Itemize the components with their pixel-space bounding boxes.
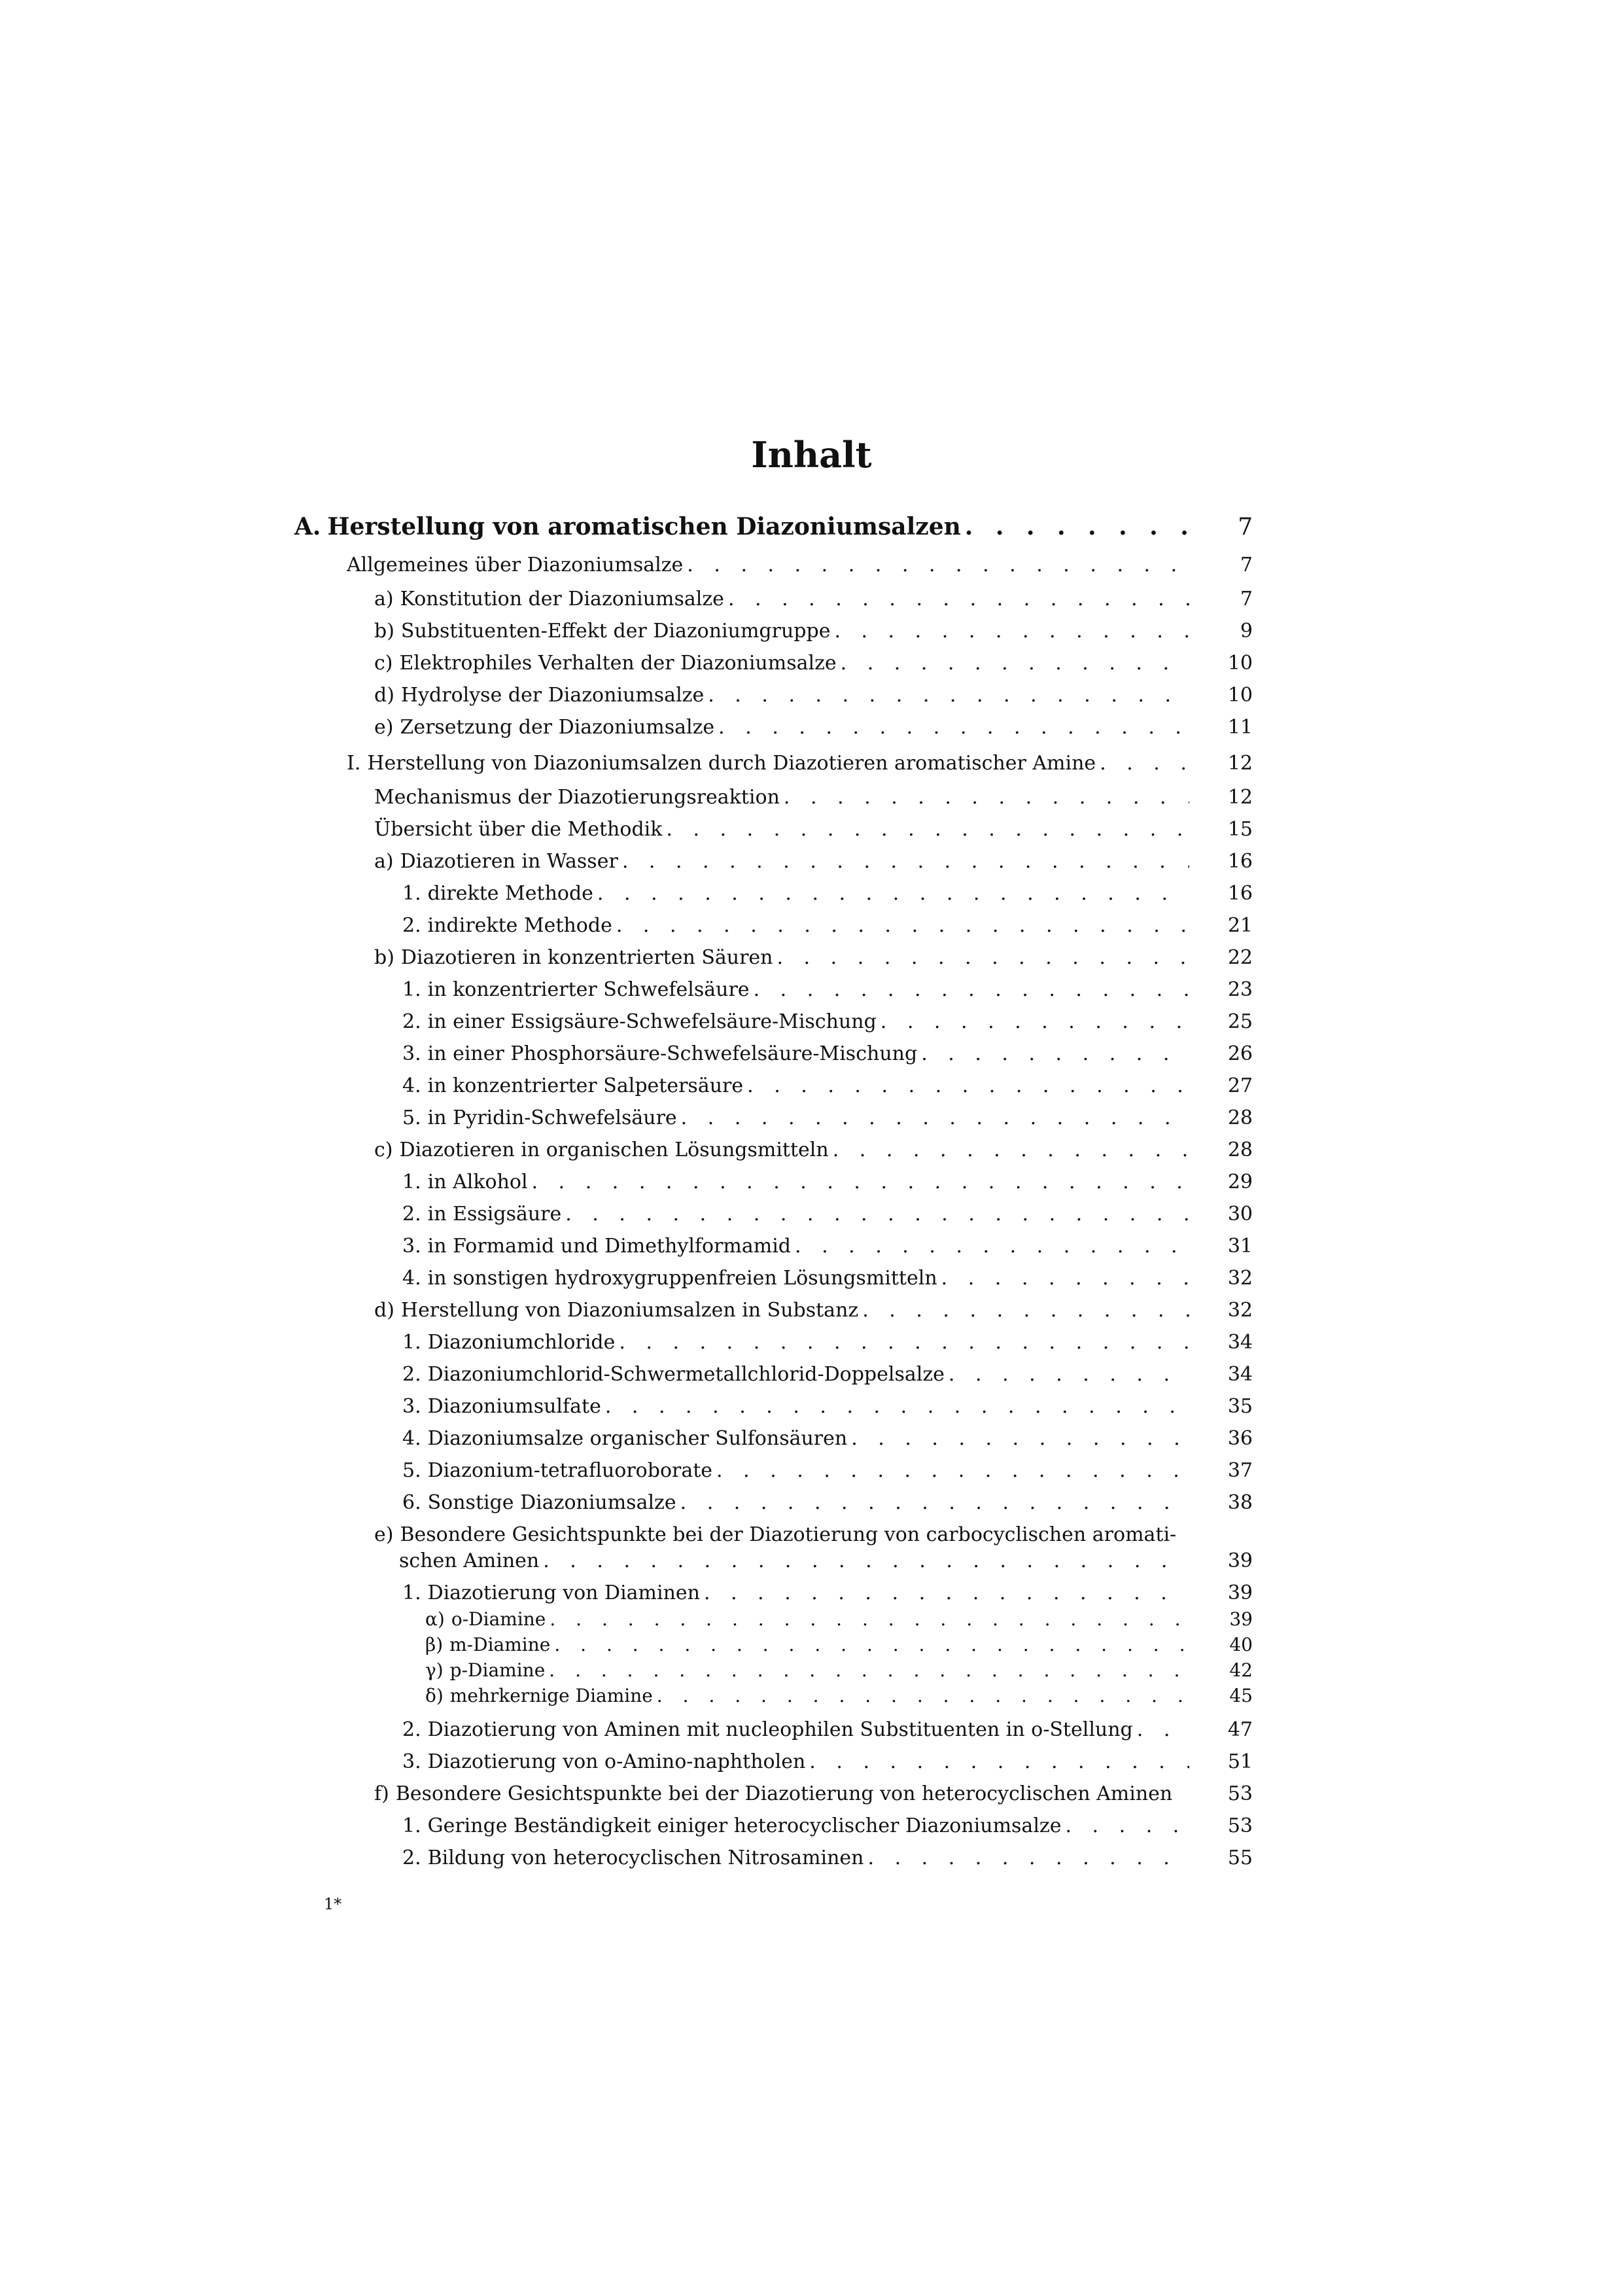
toc-entry-label: 5. <box>402 1106 421 1129</box>
toc-entry-text: Bildung von heterocyclischen Nitrosaminen <box>427 1846 864 1869</box>
toc-entry-label: δ) <box>425 1685 444 1706</box>
toc-entry-text: m-Diamine <box>449 1634 551 1655</box>
toc-entry-text: Diazotieren in organischen Lösungsmitteln <box>399 1139 829 1161</box>
toc-entry-line <box>374 1137 1189 1163</box>
toc-entry-page-number: 22 <box>1227 946 1253 969</box>
toc-entry-page-number: 11 <box>1227 716 1253 739</box>
toc-entry-label: a) <box>374 850 394 873</box>
toc-entry-line <box>402 1490 1189 1515</box>
toc-entry-page-number: 7 <box>1240 554 1253 576</box>
toc-entry-line <box>374 650 1189 676</box>
toc-entry-page-number: 51 <box>1227 1750 1253 1773</box>
toc-entry-page-number: 28 <box>1227 1139 1253 1161</box>
toc-leader-dots <box>619 1330 1189 1355</box>
toc-entry-text: in konzentrierter Salpetersäure <box>427 1074 744 1097</box>
toc-entry-text: Mechanismus der Diazotierungsreaktion <box>374 786 780 809</box>
toc-entry-page-number: 12 <box>1227 786 1253 809</box>
toc-entry-text: in Essigsäure <box>427 1203 562 1226</box>
toc-entry-line <box>402 1073 1189 1099</box>
toc-entry-text: Elektrophiles Verhalten der Diazoniumsalze <box>399 652 837 675</box>
toc-entry-text: Herstellung von Diazoniumsalzen durch Diazotieren aromatischer Amine <box>367 752 1096 775</box>
toc-entry-label: 3. <box>402 1042 421 1065</box>
toc-entry-text: Diazonium-tetrafluoroborate <box>427 1459 713 1482</box>
toc-entry-text: Substituenten-Effekt der Diazoniumgruppe <box>400 620 831 643</box>
toc-entry-page-number: 28 <box>1227 1106 1253 1129</box>
toc-entry-label: a) <box>374 588 394 610</box>
toc-entry-page-number: 7 <box>1240 588 1253 610</box>
toc-entry-line <box>402 1845 1189 1871</box>
toc-leader-dots <box>532 1169 1189 1195</box>
toc-entry-label: I. <box>347 752 361 775</box>
toc-leader-dots <box>833 1137 1189 1163</box>
toc-entry-line <box>347 751 1189 776</box>
toc-entry-page-number: 39 <box>1227 1549 1253 1572</box>
toc-entry-page-number: 42 <box>1229 1659 1253 1681</box>
toc-entry-label: 1. <box>402 978 421 1001</box>
toc-entry-line <box>402 881 1189 906</box>
toc-leader-dots <box>681 1105 1189 1131</box>
toc-entry-line <box>425 1633 1189 1657</box>
toc-leader-dots <box>708 682 1189 708</box>
toc-entry-text: Sonstige Diazoniumsalze <box>427 1491 676 1514</box>
toc-entry-text: Diazoniumsalze organischer Sulfonsäuren <box>427 1427 848 1450</box>
toc-entry-line <box>374 785 1189 810</box>
toc-entry-text: Diazoniumsulfate <box>427 1395 601 1418</box>
toc-entry-text: Geringe Beständigkeit einiger heterocyclischer Diazoniumsalze <box>427 1814 1062 1837</box>
toc-entry-text: Konstitution der Diazoniumsalze <box>400 588 724 610</box>
toc-entry-line <box>425 1608 1189 1631</box>
toc-entry-text: direkte Methode <box>427 882 593 905</box>
toc-entry-line <box>374 1522 1176 1547</box>
toc-leader-dots <box>841 650 1189 676</box>
toc-entry-label: b) <box>374 620 394 643</box>
toc-entry-label: 2. <box>402 914 421 937</box>
toc-entry-text: mehrkernige Diamine <box>449 1685 653 1706</box>
toc-leader-dots <box>868 1845 1190 1871</box>
toc-entry-line <box>402 1105 1189 1131</box>
toc-leader-dots <box>881 1009 1189 1034</box>
toc-entry-label: b) <box>374 946 394 969</box>
page-marker: 1* <box>324 1895 342 1913</box>
toc-entry-continuation: schen Aminen <box>399 1549 540 1572</box>
toc-entry-text: p-Diamine <box>449 1659 546 1681</box>
toc-leader-dots <box>795 1233 1189 1259</box>
toc-leader-dots <box>543 1548 1189 1574</box>
toc-leader-dots <box>728 586 1189 612</box>
toc-leader-dots <box>851 1426 1189 1451</box>
toc-entry-line <box>402 1749 1189 1775</box>
toc-entry-line <box>402 1458 1189 1483</box>
toc-entry-page-number: 36 <box>1227 1427 1253 1450</box>
toc-entry-label: 4. <box>402 1267 421 1290</box>
toc-entry-label: e) <box>374 1523 394 1546</box>
toc-entry-text: in einer Phosphorsäure-Schwefelsäure-Mischung <box>427 1042 918 1065</box>
toc-entry-text: in Alkohol <box>427 1171 528 1193</box>
toc-entry-page-number: 16 <box>1227 882 1253 905</box>
toc-entry-label: 1. <box>402 1171 421 1193</box>
toc-entry-line <box>402 1394 1189 1419</box>
toc-leader-dots <box>616 913 1189 938</box>
toc-entry-page-number: 38 <box>1227 1491 1253 1514</box>
toc-entry-page-number: 27 <box>1227 1074 1253 1097</box>
toc-entry-text: in konzentrierter Schwefelsäure <box>427 978 750 1001</box>
toc-leader-dots <box>718 715 1189 740</box>
toc-entry-label: 1. <box>402 1331 421 1354</box>
toc-entry-label: 4. <box>402 1427 421 1450</box>
toc-entry-text: Allgemeines über Diazoniumsalze <box>347 554 684 576</box>
toc-entry-label: α) <box>425 1608 445 1630</box>
toc-entry-label: 6. <box>402 1491 421 1514</box>
toc-leader-dots <box>657 1684 1189 1708</box>
toc-entry-line <box>374 715 1189 740</box>
toc-entry-text: Diazotierung von Diaminen <box>427 1581 700 1604</box>
toc-entry-page-number: 34 <box>1227 1331 1253 1354</box>
toc-entry-page-number: 47 <box>1227 1718 1253 1741</box>
toc-entry-label: 1. <box>402 882 421 905</box>
toc-leader-dots <box>666 817 1189 842</box>
toc-entry-label: 2. <box>402 1203 421 1226</box>
toc-entry-page-number: 40 <box>1229 1634 1253 1655</box>
toc-entry-text: in Pyridin-Schwefelsäure <box>427 1106 677 1129</box>
toc-leader-dots <box>716 1458 1189 1483</box>
toc-leader-dots <box>597 881 1189 906</box>
toc-entry-text: in einer Essigsäure-Schwefelsäure-Mischung <box>427 1010 877 1033</box>
toc-entry-page-number: 32 <box>1227 1267 1253 1290</box>
toc-entry-text: Zersetzung der Diazoniumsalze <box>400 716 715 739</box>
toc-leader-dots <box>605 1394 1189 1419</box>
toc-leader-dots <box>554 1633 1189 1657</box>
toc-entry-page-number: 7 <box>1238 514 1253 540</box>
toc-entry-page-number: 23 <box>1227 978 1253 1001</box>
toc-entry-line <box>402 1813 1189 1839</box>
toc-entry-label: A. <box>294 513 321 540</box>
toc-entry-line <box>425 1659 1189 1682</box>
toc-entry-line <box>374 586 1189 612</box>
toc-leader-dots <box>784 785 1189 810</box>
toc-leader-dots <box>704 1580 1189 1606</box>
toc-entry-line <box>402 1717 1189 1742</box>
toc-entry-line <box>402 1426 1189 1451</box>
toc-leader-dots <box>862 1298 1189 1323</box>
toc-leader-dots <box>1100 751 1189 776</box>
toc-entry-page-number: 30 <box>1227 1203 1253 1226</box>
toc-entry-text: Besondere Gesichtspunkte bei der Diazotierung von heterocyclischen Aminen <box>395 1782 1173 1805</box>
toc-entry-text: Diazotierung von o-Amino-naphtholen <box>427 1750 806 1773</box>
toc-entry-line <box>425 1684 1189 1708</box>
toc-entry-line <box>402 1041 1189 1067</box>
toc-entry-label: 2. <box>402 1718 421 1741</box>
toc-entry-page-number: 15 <box>1227 818 1253 841</box>
toc-entry-page-number: 25 <box>1227 1010 1253 1033</box>
toc-entry-line <box>374 1298 1189 1323</box>
toc-entry-line <box>402 1580 1189 1606</box>
toc-entry-line <box>402 913 1189 938</box>
toc-entry-page-number: 9 <box>1240 620 1253 643</box>
toc-entry-text: o-Diamine <box>451 1608 546 1630</box>
toc-entry-text: Diazoniumchlorid-Schwermetallchlorid-Doppelsalze <box>427 1363 945 1386</box>
toc-entry-continuation-line <box>399 1548 1189 1574</box>
toc-entry-text: Diazotierung von Aminen mit nucleophilen Substituenten in o-Stellung <box>427 1718 1133 1741</box>
toc-entry-label: 1. <box>402 1581 421 1604</box>
toc-entry-page-number: 16 <box>1227 850 1253 873</box>
toc-leader-dots <box>687 552 1189 578</box>
toc-leader-dots <box>921 1041 1189 1067</box>
toc-entry-label: c) <box>374 1139 393 1161</box>
toc-leader-dots <box>680 1490 1189 1515</box>
toc-entry-line <box>374 618 1189 644</box>
toc-entry-line <box>402 1330 1189 1355</box>
toc-entry-line <box>402 1009 1189 1034</box>
toc-entry-line <box>402 1362 1189 1387</box>
toc-entry-label: β) <box>425 1634 444 1655</box>
toc-entry-label: 3. <box>402 1750 421 1773</box>
toc-entry-line <box>402 977 1189 1002</box>
toc-entry-label: 1. <box>402 1814 421 1837</box>
toc-entry-line <box>374 1781 1189 1807</box>
toc-leader-dots <box>949 1362 1189 1387</box>
toc-entry-page-number: 26 <box>1227 1042 1253 1065</box>
toc-entry-page-number: 32 <box>1227 1299 1253 1322</box>
toc-entry-line <box>374 849 1189 874</box>
toc-entry-text: Herstellung von Diazoniumsalzen in Substanz <box>400 1299 859 1322</box>
toc-entry-page-number: 53 <box>1227 1814 1253 1837</box>
toc-leader-dots <box>941 1265 1189 1291</box>
toc-leader-dots <box>965 512 1189 542</box>
toc-entry-line <box>402 1201 1189 1227</box>
toc-entry-text: indirekte Methode <box>427 914 612 937</box>
toc-entry-label: 2. <box>402 1010 421 1033</box>
toc-entry-page-number: 45 <box>1229 1685 1253 1706</box>
toc-entry-text: Besondere Gesichtspunkte bei der Diazotierung von carbocyclischen aromati- <box>400 1523 1177 1546</box>
toc-entry-line <box>402 1265 1189 1291</box>
toc-entry-label: 3. <box>402 1395 421 1418</box>
toc-entry-page-number: 12 <box>1227 752 1253 775</box>
toc-entry-page-number: 37 <box>1227 1459 1253 1482</box>
toc-entry-line <box>402 1169 1189 1195</box>
toc-entry-text: Übersicht über die Methodik <box>374 818 663 841</box>
toc-entry-page-number: 53 <box>1227 1782 1253 1805</box>
toc-leader-dots <box>549 1659 1189 1682</box>
toc-entry-label: 4. <box>402 1074 421 1097</box>
toc-entry-line <box>374 817 1189 842</box>
toc-entry-page-number: 34 <box>1227 1363 1253 1386</box>
toc-entry-page-number: 29 <box>1227 1171 1253 1193</box>
toc-entry-label: 2. <box>402 1363 421 1386</box>
toc-entry-page-number: 39 <box>1227 1581 1253 1604</box>
toc-entry-page-number: 35 <box>1227 1395 1253 1418</box>
toc-entry-label: 2. <box>402 1846 421 1869</box>
toc-entry-page-number: 10 <box>1227 652 1253 675</box>
toc-leader-dots <box>777 945 1189 970</box>
toc-leader-dots <box>834 618 1189 644</box>
toc-entry-line <box>374 945 1189 970</box>
toc-leader-dots <box>550 1608 1189 1631</box>
toc-entry-line <box>402 1233 1189 1259</box>
toc-entry-label: γ) <box>425 1659 444 1681</box>
toc-entry-line <box>374 682 1189 708</box>
toc-entry-text: Hydrolyse der Diazoniumsalze <box>400 684 705 707</box>
toc-leader-dots <box>1065 1813 1189 1839</box>
toc-leader-dots <box>622 849 1189 874</box>
toc-entry-label: e) <box>374 716 394 739</box>
toc-leader-dots <box>747 1073 1189 1099</box>
toc-entry-page-number: 21 <box>1227 914 1253 937</box>
toc-entry-text: in sonstigen hydroxygruppenfreien Lösungsmitteln <box>427 1267 937 1290</box>
toc-entry-label: 5. <box>402 1459 421 1482</box>
toc-leader-dots <box>809 1749 1189 1775</box>
toc-entry-label: d) <box>374 1299 394 1322</box>
toc-entry-page-number: 31 <box>1227 1235 1253 1258</box>
toc-entry-line <box>294 512 1189 542</box>
toc-entry-page-number: 55 <box>1227 1846 1253 1869</box>
toc-entry-text: Herstellung von aromatischen Diazoniumsalzen <box>327 513 961 540</box>
toc-entry-text: Diazotieren in Wasser <box>400 850 618 873</box>
toc-entry-label: d) <box>374 684 394 707</box>
toc-entry-page-number: 39 <box>1229 1608 1253 1630</box>
toc-entry-label: f) <box>374 1782 389 1805</box>
toc-leader-dots <box>754 977 1189 1002</box>
toc-entry-text: Diazoniumchloride <box>427 1331 616 1354</box>
toc-entry-text: Diazotieren in konzentrierten Säuren <box>400 946 773 969</box>
toc-entry-text: in Formamid und Dimethylformamid <box>427 1235 792 1258</box>
toc-entry-line <box>347 552 1189 578</box>
page-title: Inhalt <box>751 434 872 476</box>
toc-entry-label: c) <box>374 652 393 675</box>
toc-leader-dots <box>565 1201 1189 1227</box>
toc-entry-label: 3. <box>402 1235 421 1258</box>
toc-entry-page-number: 10 <box>1227 684 1253 707</box>
